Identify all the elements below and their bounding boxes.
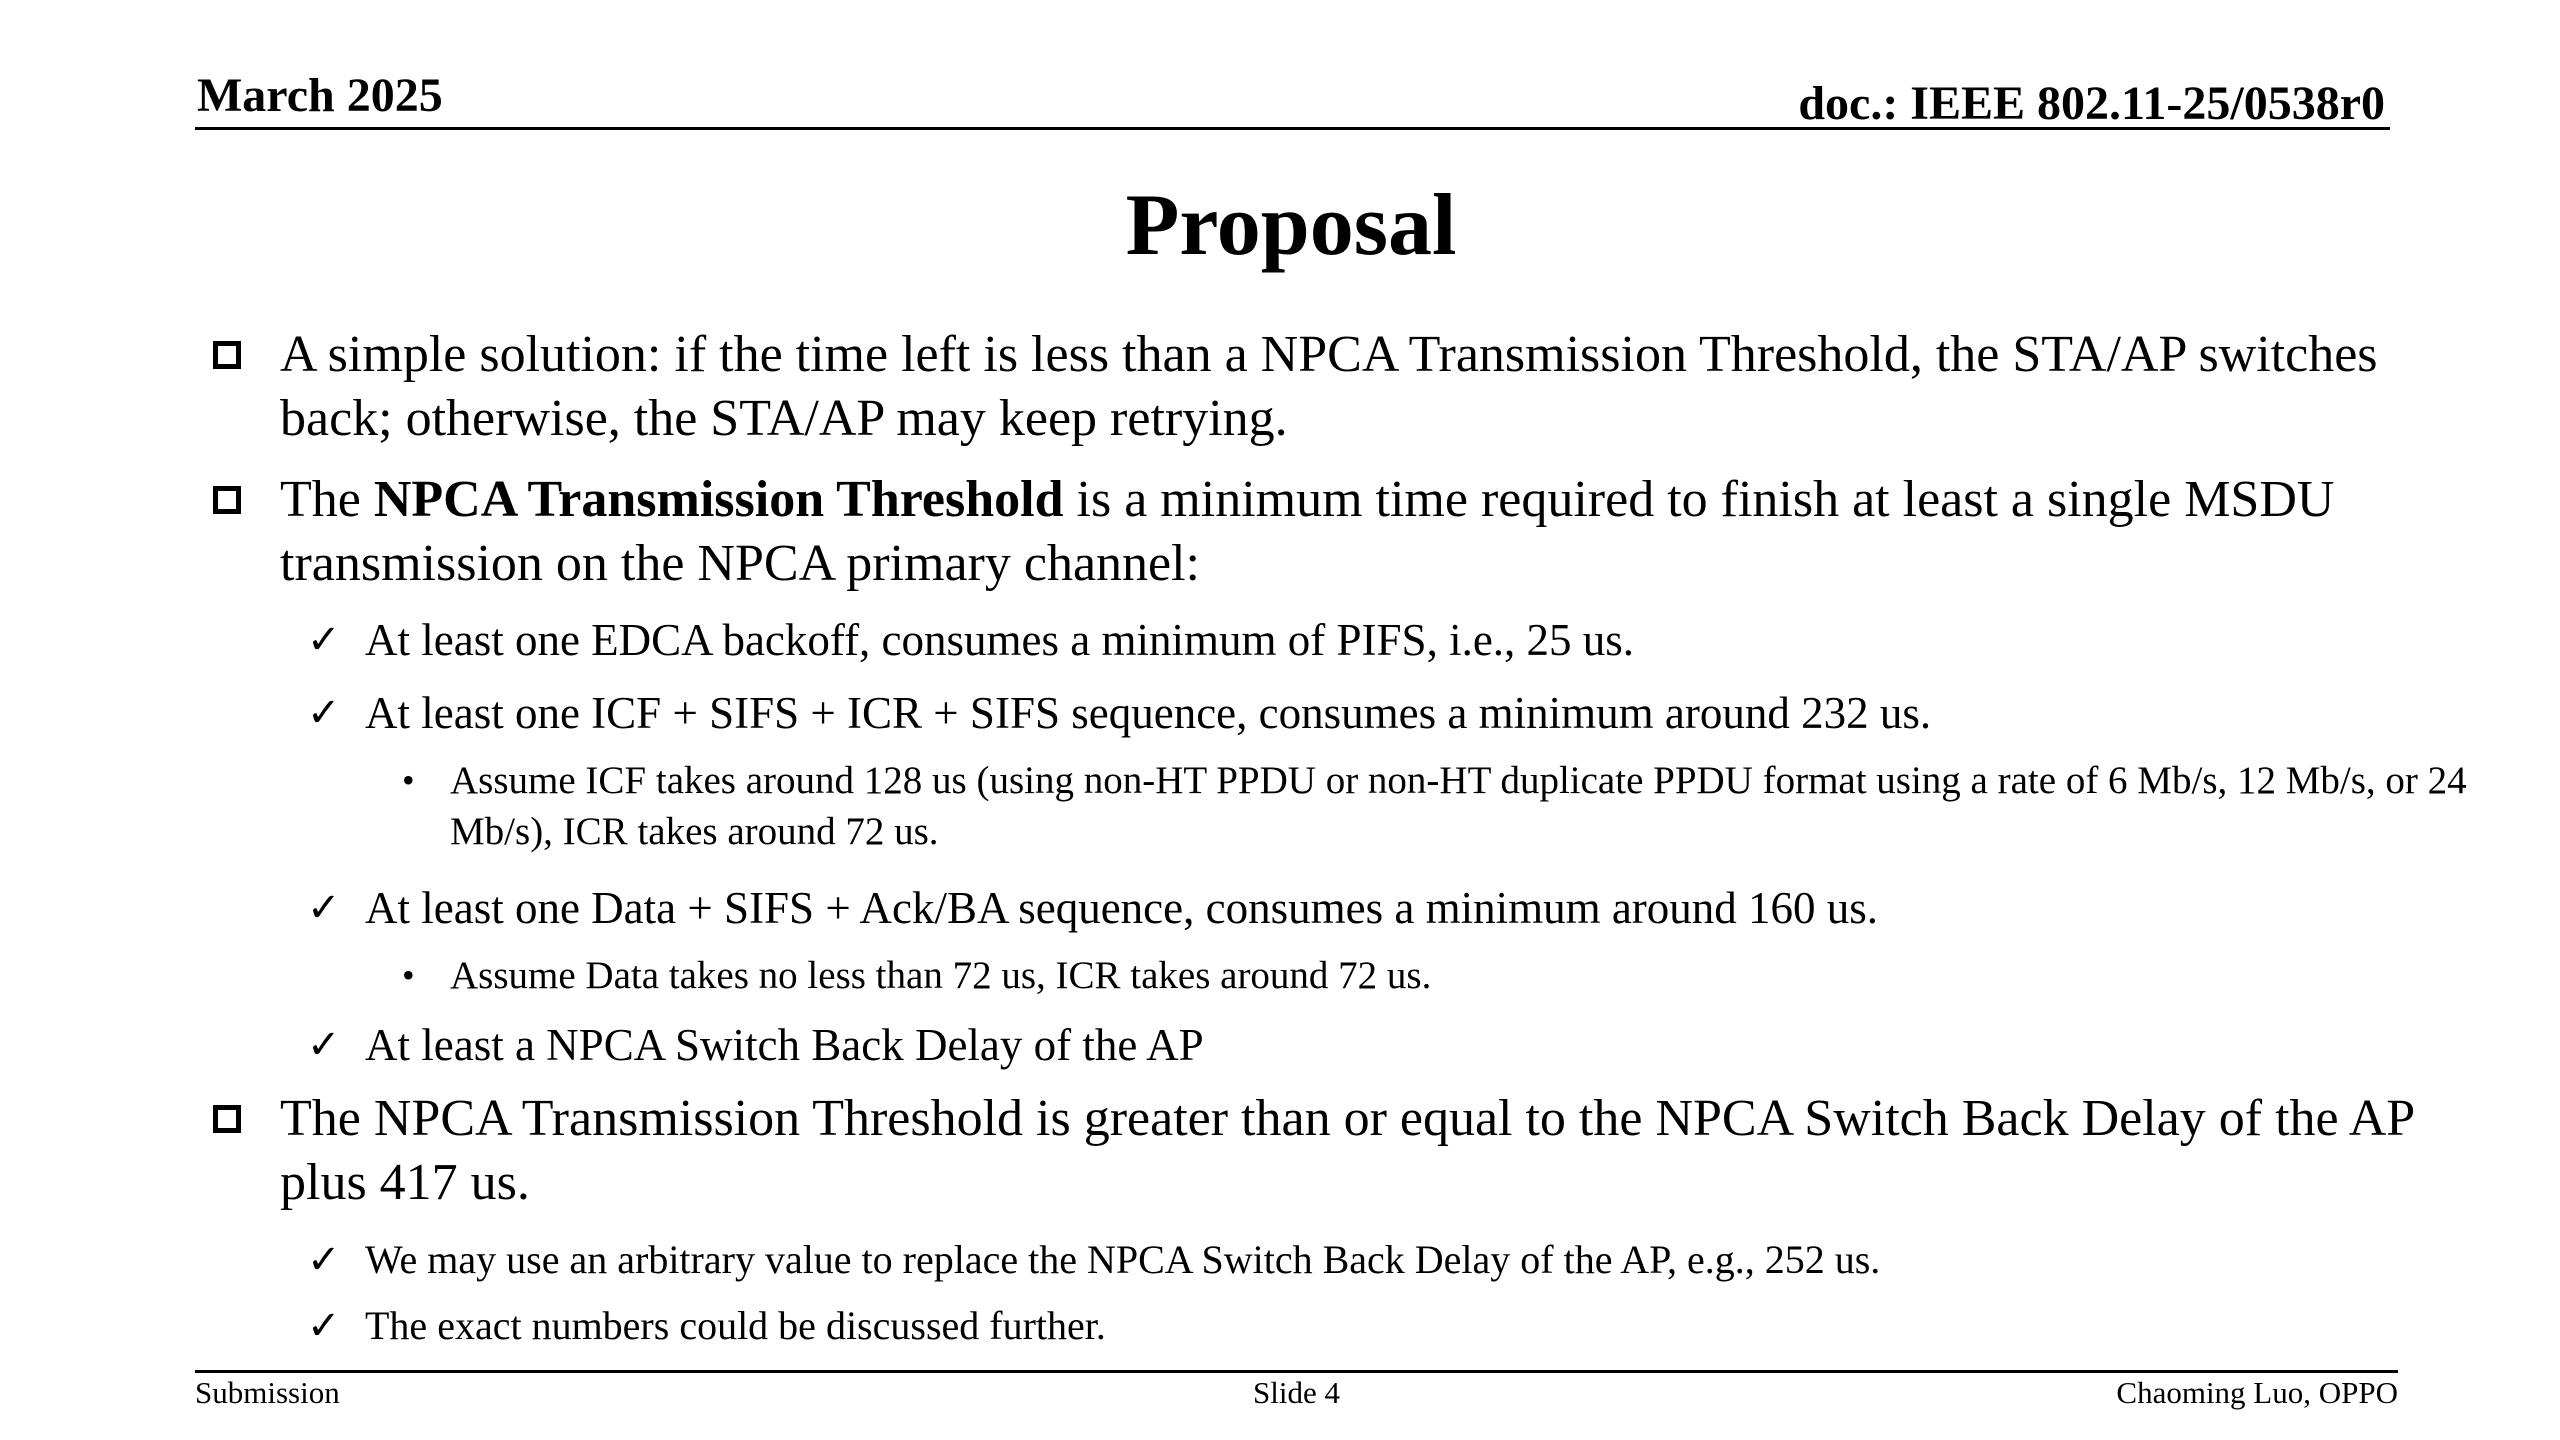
sub-bullet-numbers-discussion [307,1298,2465,1354]
bullet-text-post: is a minimum time required to finish at least a single MSDU transmission on the NPCA primary channel: [280,471,2335,592]
bullet-text-pre: The [280,471,374,528]
square-bullet-icon [213,1105,241,1133]
checkmark-icon: ✓ [307,617,341,663]
slide-title: Proposal [1125,177,1457,274]
sub-bullet-edca-backoff [307,612,2465,668]
bullet-text: A simple solution: if the time left is less than a NPCA Transmission Threshold, the STA/AP switches back; otherwise, the STA/AP may keep retrying. [280,326,2378,447]
sub-bullet-text: At least one EDCA backoff, consumes a minimum of PIFS, i.e., 25 us. [365,615,1635,665]
checkmark-icon: ✓ [307,1303,341,1349]
checkmark-icon: ✓ [307,1022,341,1068]
checkmark-icon: ✓ [307,885,341,931]
square-bullet-icon [213,341,241,369]
checkmark-icon: ✓ [307,1237,341,1283]
sub-sub-bullet-icf-assumption [402,755,2480,857]
footer-submission: Submission [195,1375,340,1410]
checkmark-icon: ✓ [307,690,341,736]
sub-bullet-arbitrary-value [307,1232,2465,1288]
footer-divider [195,1370,2398,1373]
sub-sub-bullet-data-assumption [402,950,2480,1001]
sub-bullet-icf-sequence [307,685,2465,741]
dot-bullet-icon: • [402,955,415,995]
bullet-threshold-definition [280,468,2480,596]
footer-slide-number: Slide 4 [1253,1375,1340,1410]
sub-bullet-text: At least one ICF + SIFS + ICR + SIFS sequence, consumes a minimum around 232 us. [365,688,1932,738]
sub-sub-bullet-text: Assume Data takes no less than 72 us, ICR takes around 72 us. [450,954,1432,997]
header-date: March 2025 [197,69,443,122]
sub-bullet-text: At least one Data + SIFS + Ack/BA sequence, consumes a minimum around 160 us. [365,883,1879,933]
square-bullet-icon [213,486,241,514]
sub-bullet-text: We may use an arbitrary value to replace the NPCA Switch Back Delay of the AP, e.g., 252 us. [365,1237,1881,1282]
bullet-text-bold: NPCA Transmission Threshold [373,471,1064,528]
sub-bullet-text: The exact numbers could be discussed further. [365,1303,1106,1348]
dot-bullet-icon: • [402,760,415,800]
sub-sub-bullet-text: Assume ICF takes around 128 us (using non-HT PPDU or non-HT duplicate PPDU format using a rate of 6 Mb/s, 12 Mb/s, or 24 Mb/s), ICR takes around 72 us. [450,759,2467,853]
sub-bullet-data-sequence [307,880,2465,936]
bullet-simple-solution [280,323,2480,451]
sub-bullet-text: At least a NPCA Switch Back Delay of the AP [365,1020,1204,1070]
header-doc-id: doc.: IEEE 802.11-25/0538r0 [1798,77,2385,130]
bullet-threshold-relation [280,1087,2480,1215]
footer-author: Chaoming Luo, OPPO [2116,1375,2398,1410]
bullet-text: The NPCA Transmission Threshold is greater than or equal to the NPCA Switch Back Delay of the AP plus 417 us. [280,1090,2414,1211]
sub-bullet-switch-back-delay [307,1017,2465,1073]
